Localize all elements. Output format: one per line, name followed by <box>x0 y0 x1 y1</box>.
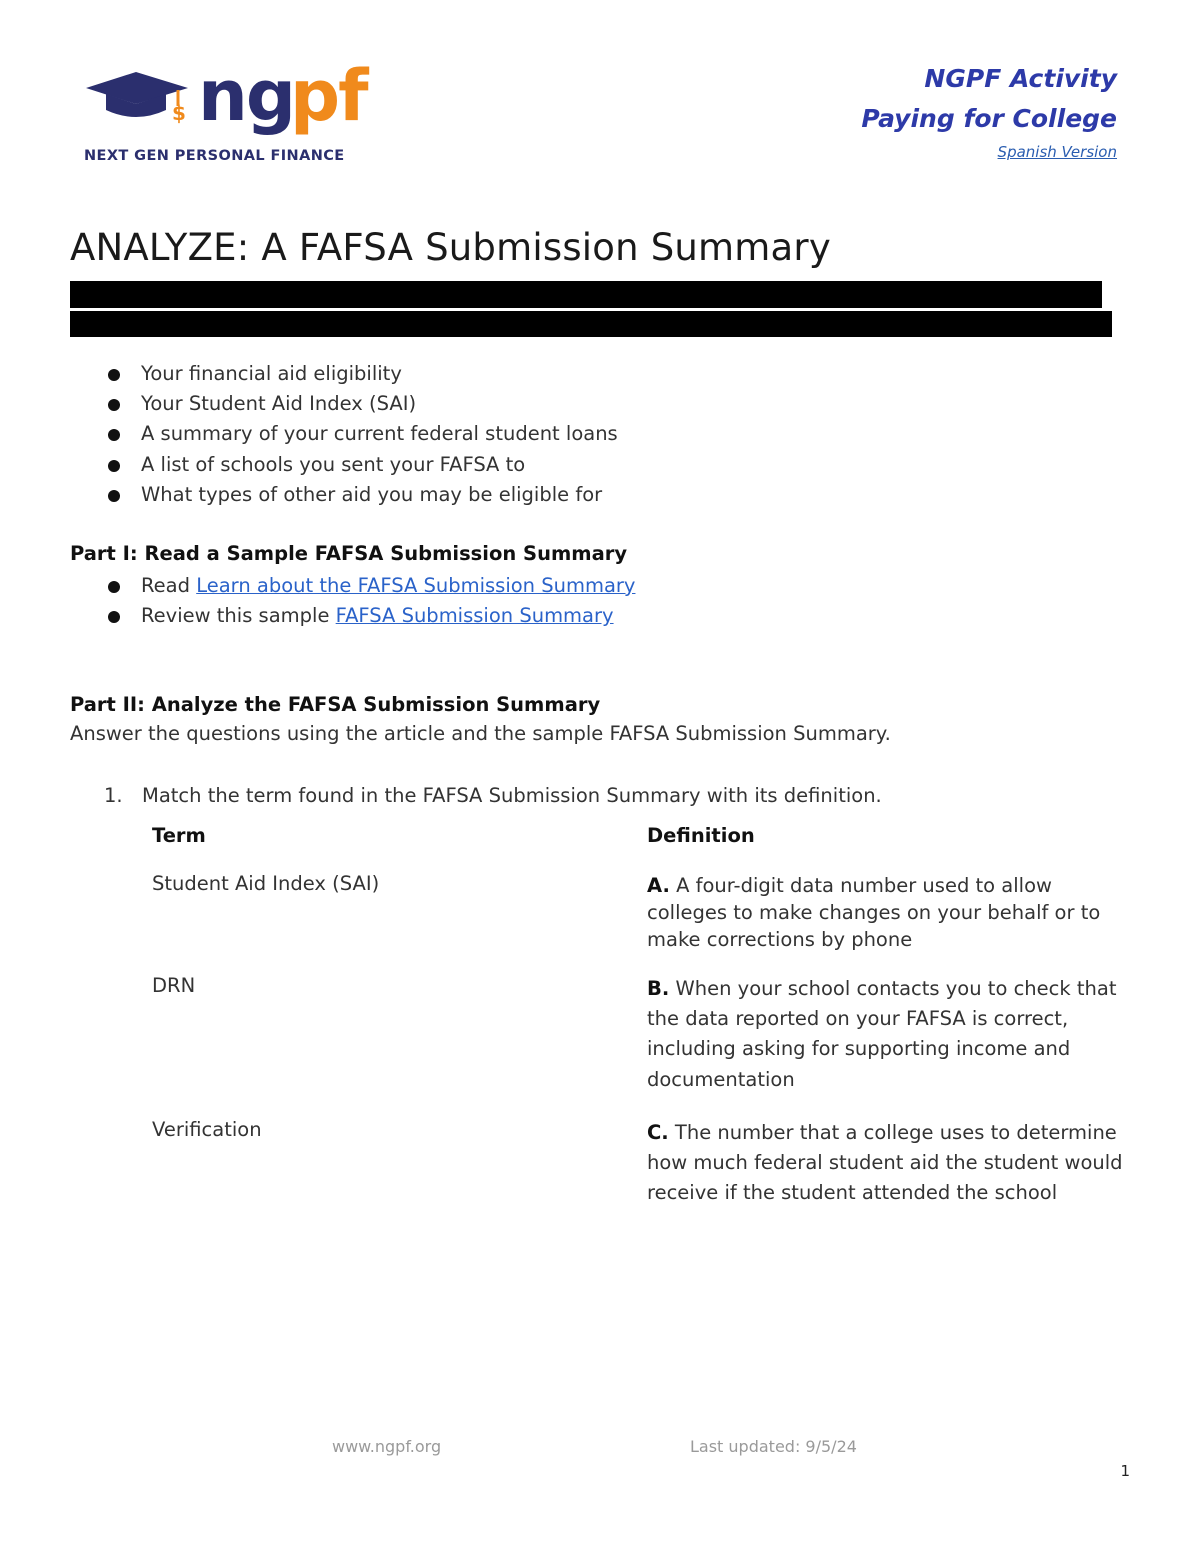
header-activity-label: NGPF Activity <box>924 64 1117 93</box>
table-term-cell: Verification <box>152 1118 262 1141</box>
table-header-term: Term <box>152 824 206 847</box>
svg-text:$: $ <box>172 101 186 125</box>
list-item: Your financial aid eligibility <box>104 359 618 389</box>
question-number: 1. <box>104 784 123 807</box>
header-activity-title: Paying for College <box>861 104 1117 133</box>
list-item <box>104 571 635 601</box>
list-item <box>104 601 635 631</box>
definition-letter: B. <box>647 977 670 1000</box>
part2-intro: Answer the questions using the article and the sample FAFSA Submission Summary. <box>70 722 891 745</box>
list-item-prefix: Read <box>141 574 197 597</box>
graduation-cap-icon <box>86 72 188 125</box>
redaction-bar <box>70 311 1112 337</box>
footer-last-updated: Last updated: 9/5/24 <box>690 1437 857 1456</box>
page-title: ANALYZE: A FAFSA Submission Summary <box>70 226 831 269</box>
page-number: 1 <box>1120 1462 1130 1480</box>
logo-wordmark-ng: ng <box>198 62 294 137</box>
list-item: A summary of your current federal student loans <box>104 419 618 449</box>
table-definition-cell <box>647 1118 1132 1209</box>
table-definition-cell <box>647 974 1132 1095</box>
definition-letter: A. <box>647 874 670 897</box>
list-item: What types of other aid you may be eligible for <box>104 480 618 510</box>
question-text: Match the term found in the FAFSA Submission Summary with its definition. <box>142 784 882 807</box>
list-item-prefix: Review this sample <box>141 604 336 628</box>
table-header-definition: Definition <box>647 824 755 847</box>
learn-about-fafsa-link[interactable]: Learn about the FAFSA Submission Summary <box>196 574 636 597</box>
definition-text: A four-digit data number used to allow colleges to make changes on your behalf or to make corrections by phone <box>647 874 1101 951</box>
part2-heading: Part II: Analyze the FAFSA Submission Summary <box>70 693 601 716</box>
definition-letter: C. <box>647 1121 669 1144</box>
logo-tagline: NEXT GEN PERSONAL FINANCE <box>84 148 345 164</box>
logo-wordmark-pf: pf <box>290 62 367 137</box>
list-item: Your Student Aid Index (SAI) <box>104 389 618 419</box>
spanish-version-link[interactable]: Spanish Version <box>997 143 1117 161</box>
part1-list <box>104 571 635 631</box>
table-term-cell: Student Aid Index (SAI) <box>152 872 380 895</box>
part1-heading: Part I: Read a Sample FAFSA Submission Summary <box>70 542 628 565</box>
table-term-cell: DRN <box>152 974 196 997</box>
overview-list <box>104 359 618 510</box>
sample-fafsa-summary-link[interactable]: FAFSA Submission Summary <box>335 604 614 628</box>
footer-url: www.ngpf.org <box>332 1437 442 1456</box>
ngpf-logo <box>84 62 384 162</box>
list-item: A list of schools you sent your FAFSA to <box>104 450 618 480</box>
definition-text: The number that a college uses to determine how much federal student aid the student would receive if the student attended the school <box>647 1121 1123 1205</box>
table-definition-cell <box>647 872 1132 953</box>
definition-text: When your school contacts you to check that the data reported on your FAFSA is correct, including asking for supporting income and documentation <box>647 977 1117 1091</box>
redaction-bar <box>70 281 1102 308</box>
